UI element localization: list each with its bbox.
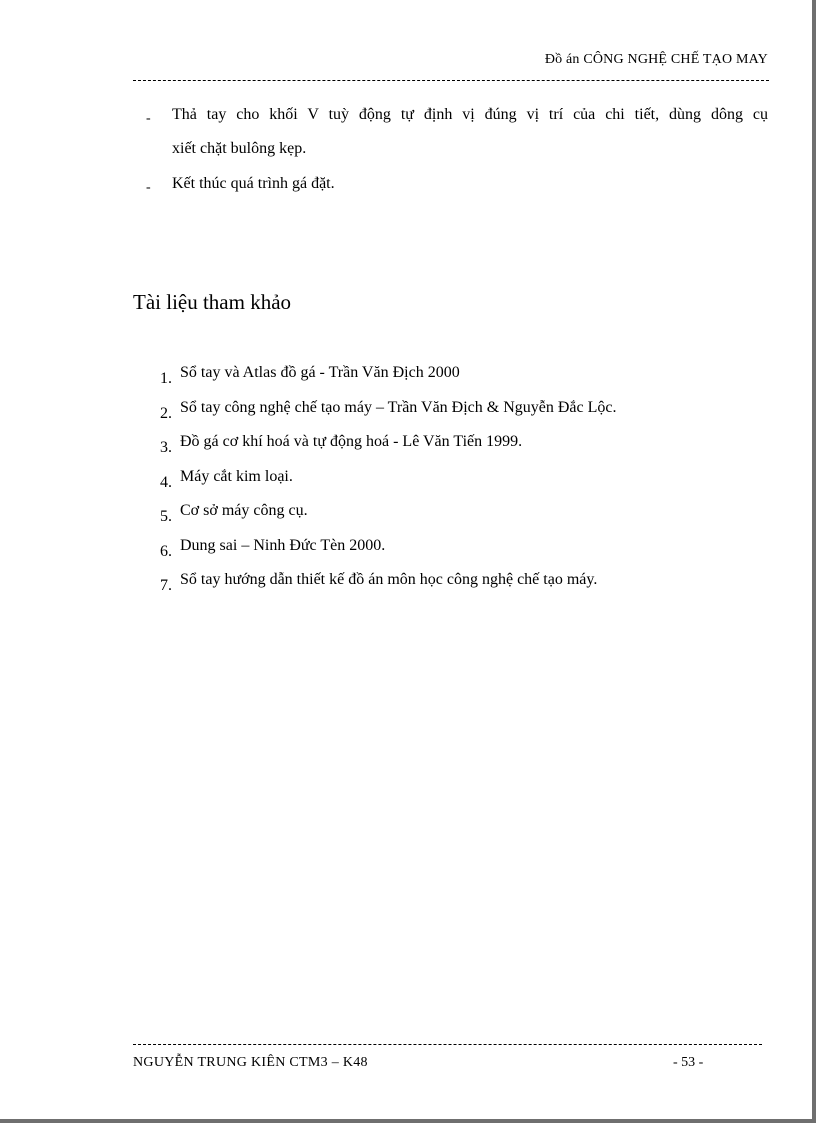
bullet-dash: -: [146, 180, 151, 195]
reference-text: Dung sai – Ninh Đức Tèn 2000.: [180, 536, 386, 554]
reference-text: Cơ sở máy công cụ.: [180, 502, 308, 519]
reference-number: 3.: [160, 439, 172, 456]
footer-dashed-rule: [133, 1044, 762, 1045]
page-shadow-bottom: [0, 1119, 816, 1123]
page-shadow-right: [812, 0, 816, 1123]
reference-text: Đồ gá cơ khí hoá và tự động hoá - Lê Văn Tiến 1999.: [180, 433, 523, 450]
reference-number: 5.: [160, 508, 172, 525]
reference-number: 2.: [160, 404, 172, 422]
reference-number: 1.: [160, 370, 172, 387]
reference-number: 7.: [160, 577, 172, 594]
page-number: - 53 -: [673, 1055, 704, 1070]
reference-text: Sổ tay hướng dẫn thiết kế đồ án môn học công nghệ chế tạo máy.: [180, 571, 598, 588]
bullet-text-continuation: xiết chặt bulông kẹp.: [172, 140, 307, 157]
running-header-title: Đồ án CÔNG NGHỆ CHẾ TẠO MAY: [544, 52, 768, 67]
bullet-text: Kết thúc quá trình gá đặt.: [172, 175, 335, 192]
reference-text: Sổ tay công nghệ chế tạo máy – Trần Văn Địch & Nguyễn Đắc Lộc.: [180, 398, 617, 416]
references-heading: Tài liệu tham khảo: [133, 290, 292, 314]
header-dashed-rule: [133, 80, 769, 81]
reference-text: Sổ tay và Atlas đồ gá - Trần Văn Địch 2000: [180, 364, 460, 381]
reference-text: Máy cắt kim loại.: [180, 467, 293, 485]
bullet-dash: -: [146, 111, 151, 126]
reference-number: 6.: [160, 542, 172, 560]
reference-number: 4.: [160, 473, 172, 491]
bullet-text: Thả tay cho khối V tuỳ động tự định vị đúng vị trí của chi tiết, dùng dông cụ: [172, 106, 768, 123]
footer-author: NGUYỄN TRUNG KIÊN CTM3 – K48: [133, 1055, 368, 1070]
